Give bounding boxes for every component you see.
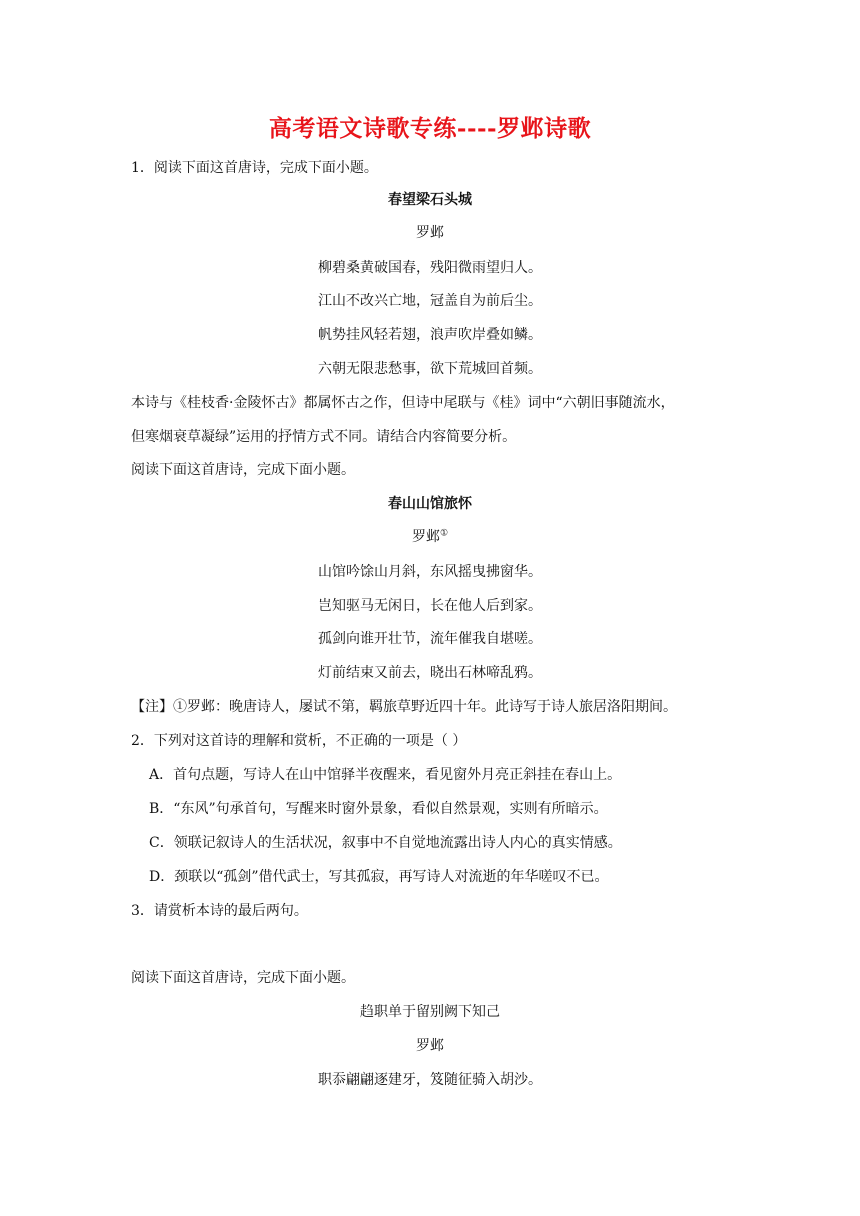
section2-poem-author	[0, 527, 860, 547]
document-title: 高考语文诗歌专练----罗邺诗歌	[268, 115, 592, 142]
section3-poem-line-1: 职忝翩翩逐建牙，笈随征骑入胡沙。	[318, 1072, 542, 1088]
q2-option-d: D．颈联以“孤剑”借代武士，写其孤寂，再写诗人对流逝的年华嗟叹不已。	[149, 869, 609, 885]
section2-poem-line-4: 灯前结束又前去，晓出石林啼乱鸦。	[318, 665, 542, 681]
q1-poem-author: 罗邺	[416, 225, 444, 241]
section2-poem-line-3: 孤剑向谁开壮节，流年催我自堪嗟。	[318, 631, 542, 647]
q1-poem-title: 春望梁石头城	[388, 192, 472, 208]
footnote-mark: ①	[439, 528, 449, 539]
section3-intro: 阅读下面这首唐诗，完成下面小题。	[131, 970, 355, 986]
q1-poem-line-2: 江山不改兴亡地，冠盖自为前后尘。	[318, 293, 542, 309]
q1-question-line-1: 本诗与《桂枝香·金陵怀古》都属怀古之作，但诗中尾联与《桂》词中“六朝旧事随流水，	[131, 395, 675, 411]
section2-author-name: 罗邺	[411, 529, 440, 545]
section2-poem-line-1: 山馆吟馀山月斜，东风摇曳拂窗华。	[318, 564, 542, 580]
section2-intro: 阅读下面这首唐诗，完成下面小题。	[131, 462, 355, 478]
q1-poem-line-4: 六朝无限悲愁事，欲下荒城回首频。	[318, 361, 542, 377]
q1-poem-line-1: 柳碧桑黄破国春，残阳微雨望归人。	[318, 260, 542, 276]
section3-poem-author: 罗邺	[416, 1038, 444, 1054]
section3-poem-title: 趋职单于留别阙下知己	[360, 1004, 500, 1020]
q2-option-c: C．领联记叙诗人的生活状况，叙事中不自觉地流露出诗人内心的真实情感。	[149, 835, 622, 851]
q1-poem-line-3: 帆势挂风轻若翅，浪声吹岸叠如鳞。	[318, 327, 542, 343]
q1-question-line-2: 但寒烟衰草凝绿”运用的抒情方式不同。请结合内容简要分析。	[131, 429, 517, 445]
section2-poem-line-2: 岂知驱马无闲日，长在他人后到家。	[318, 598, 542, 614]
section2-poem-title: 春山山馆旅怀	[388, 496, 472, 512]
section2-note: 【注】①罗邺：晚唐诗人，屡试不第，羁旅草野近四十年。此诗写于诗人旅居洛阳期间。	[131, 699, 677, 715]
q2-stem: 2．下列对这首诗的理解和赏析，不正确的一项是（ ）	[131, 733, 467, 749]
q3-stem: 3．请赏析本诗的最后两句。	[131, 903, 308, 919]
q1-intro: 1．阅读下面这首唐诗，完成下面小题。	[131, 160, 378, 176]
q2-option-a: A．首句点题，写诗人在山中馆驿半夜醒来，看见窗外月亮正斜挂在春山上。	[149, 767, 622, 783]
q2-option-b: B．“东风”句承首句，写醒来时窗外景象，看似自然景观，实则有所暗示。	[149, 801, 608, 817]
